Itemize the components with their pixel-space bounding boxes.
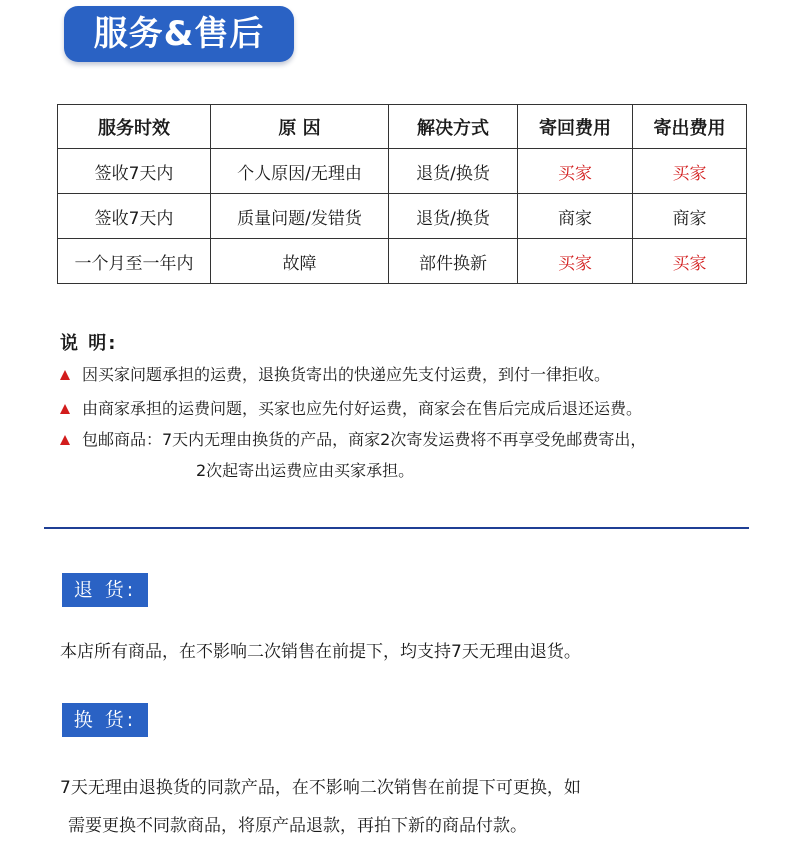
service-policy-table (57, 104, 747, 284)
table-row (58, 194, 747, 239)
red-triangle-icon (60, 435, 70, 445)
header-return-shipping-fee: 寄回费用 (518, 105, 633, 149)
exchange-policy-text-line1: 7天无理由退换货的同款产品，在不影响二次销售在前提下可更换，如 (60, 778, 581, 798)
note-text: 因买家问题承担的运费，退换货寄出的快递应先支付运费，到付一律拒收。 (82, 365, 611, 384)
table-row (58, 239, 747, 284)
note-text: 包邮商品：7天内无理由换货的产品，商家2次寄发运费将不再享受免邮费寄出， (82, 430, 647, 449)
section-divider (44, 527, 749, 529)
cell-return-fee: 买家 (518, 239, 633, 284)
cell-service-period: 签收7天内 (58, 194, 211, 239)
cell-solution: 部件换新 (389, 239, 518, 284)
cell-return-fee: 商家 (518, 194, 633, 239)
note-continuation: 2次起寄出运费应由买家承担。 (196, 461, 415, 480)
return-section-label: 退 货: (62, 573, 148, 607)
notes-title: 说 明: (60, 333, 118, 354)
table-header-row (58, 105, 747, 149)
cell-service-period: 签收7天内 (58, 149, 211, 194)
table-row (58, 149, 747, 194)
note-item (60, 396, 642, 422)
header-send-shipping-fee: 寄出费用 (633, 105, 747, 149)
cell-reason: 个人原因/无理由 (211, 149, 389, 194)
red-triangle-icon (60, 370, 70, 380)
page-title: 服务&售后 (64, 6, 294, 62)
exchange-policy-text-line2: 需要更换不同款商品，将原产品退款，再拍下新的商品付款。 (68, 816, 527, 836)
cell-solution: 退货/换货 (389, 149, 518, 194)
header-reason: 原 因 (211, 105, 389, 149)
cell-reason: 故障 (211, 239, 389, 284)
red-triangle-icon (60, 404, 70, 414)
cell-solution: 退货/换货 (389, 194, 518, 239)
header-solution: 解决方式 (389, 105, 518, 149)
cell-send-fee: 商家 (633, 194, 747, 239)
note-text: 由商家承担的运费问题，买家也应先付好运费，商家会在售后完成后退还运费。 (82, 399, 643, 418)
note-item (60, 427, 646, 453)
cell-return-fee: 买家 (518, 149, 633, 194)
note-item (60, 362, 610, 388)
cell-reason: 质量问题/发错货 (211, 194, 389, 239)
cell-service-period: 一个月至一年内 (58, 239, 211, 284)
header-service-period: 服务时效 (58, 105, 211, 149)
cell-send-fee: 买家 (633, 239, 747, 284)
cell-send-fee: 买家 (633, 149, 747, 194)
return-policy-text: 本店所有商品，在不影响二次销售在前提下，均支持7天无理由退货。 (60, 642, 581, 662)
exchange-section-label: 换 货: (62, 703, 148, 737)
